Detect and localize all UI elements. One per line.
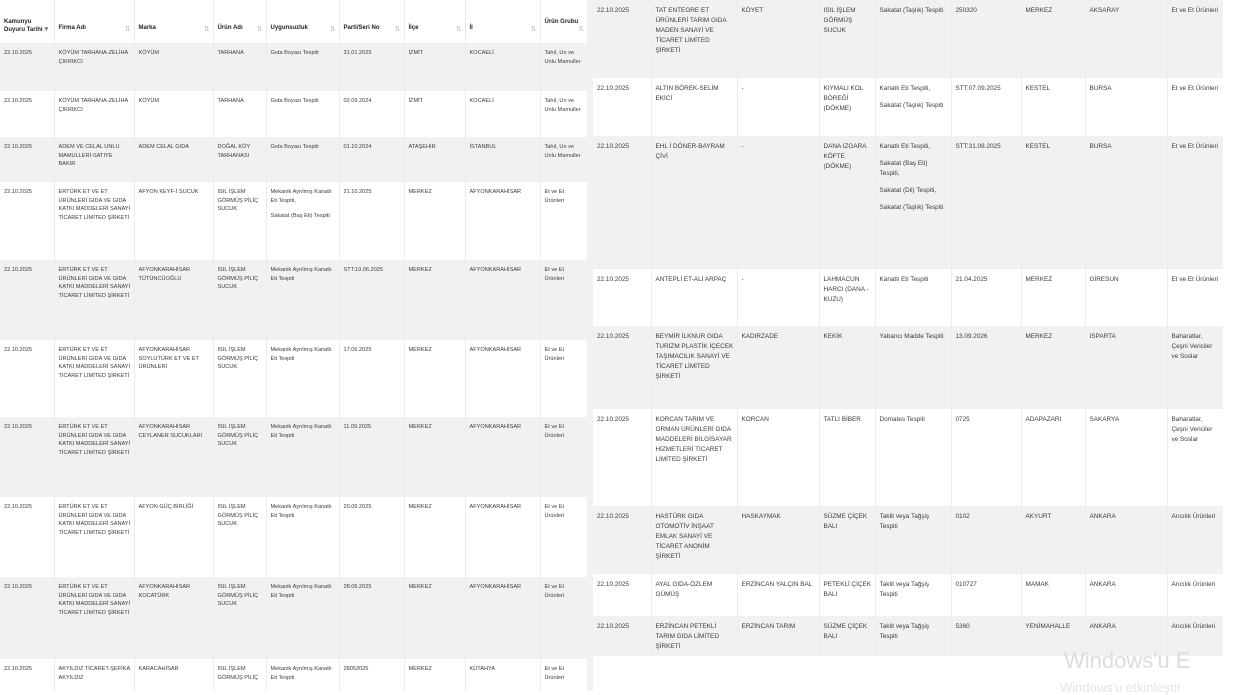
cell-grup: Arıcılık Ürünleri [1167,506,1223,574]
col-header-ilce[interactable]: İlçe ⇅ [404,0,465,43]
cell-urun: KEKİK [819,326,875,409]
cell-uygunsuzluk [875,409,951,506]
col-header-parti[interactable]: Parti/Seri No ⇅ [339,0,404,43]
cell-ilce: YENİMAHALLE [1021,616,1085,656]
cell-grup: Baharatlar, Çeşni Vericiler ve Soslar [1167,409,1223,506]
cell-grup: Tahıl, Un ve Unlu Mamuller [540,43,587,91]
cell-date: 22.10.2025 [0,659,54,691]
table-row [0,417,587,497]
sort-icon[interactable]: ⇅ [455,26,462,33]
cell-firma: ERTÜRK ET VE ET ÜRÜNLERİ GIDA VE GIDA KATKI MADDELERİ SANAYİ TİCARET LİMİTED ŞİRKETİ [54,182,134,260]
cell-uygunsuzluk [266,659,339,691]
cell-ilce: AKYURT [1021,506,1085,574]
cell-date: 22.10.2025 [593,506,651,574]
col-header-firma[interactable]: Firma Adı ⇅ [54,0,134,43]
table-row [0,137,587,182]
nonconformity-item: Mekanik Ayrılmış Kanatlı Eti Tespiti [270,584,332,599]
cell-date: 22.10.2025 [0,91,54,137]
cell-ilce: MERKEZ [404,497,465,577]
cell-marka: KORCAN [737,409,819,506]
nonconformity-item: Mekanik Ayrılmış Kanatlı Eti Tespiti, [270,189,332,204]
nonconformity-item: Gıda Boyası Tespiti [270,144,319,150]
table-row [593,409,1223,506]
table-row [0,260,587,340]
cell-uygunsuzluk [266,43,339,91]
table-row [593,326,1223,409]
cell-parti: STT:07.09.2025 [951,78,1021,136]
cell-grup: Et ve Et Ürünleri [540,182,587,260]
cell-urun: ISIL İŞLEM GÖRMÜŞ PİLİÇ SUCUK [213,182,266,260]
cell-il: İSTANBUL [465,137,540,182]
nonconformity-item: Mekanik Ayrılmış Kanatlı Eti Tespiti [270,347,332,362]
cell-ilce: KESTEL [1021,78,1085,136]
cell-parti: 11.09.2025 [339,417,404,497]
nonconformity-item: Kanatlı Eti Tespiti, [879,85,931,92]
cell-date: 22.10.2025 [593,616,651,656]
cell-firma: ERTÜRK ET VE ET ÜRÜNLERİ GIDA VE GIDA KATKI MADDELERİ SANAYİ TİCARET LİMİTED ŞİRKETİ [54,340,134,417]
cell-ilce: MERKEZ [404,417,465,497]
cell-parti: 13.09.2026 [951,326,1021,409]
right-table-panel [593,0,1233,691]
cell-firma: AYAL GIDA-ÖZLEM GÜMÜŞ [651,574,737,616]
cell-urun: ISIL İŞLEM GÖRMÜŞ SUCUK [819,0,875,78]
cell-parti: 28052025 [339,659,404,691]
cell-parti: 28.06.2025 [339,577,404,659]
windows-activation-subtext: Windows'u etkinleştir [1060,680,1181,695]
nonconformity-item: Mekanik Ayrılmış Kanatlı Eti Tespiti [270,424,332,439]
cell-uygunsuzluk [266,577,339,659]
sort-icon[interactable]: ⇅ [578,26,584,33]
table-row [593,0,1223,78]
nonconformity-item: Sakatat (Dil) Tespiti, [879,186,937,194]
cell-ilce: MERKEZ [404,340,465,417]
cell-urun: SÜZME ÇİÇEK BALI [819,616,875,656]
cell-urun: PETEKLİ ÇİÇEK BALI [819,574,875,616]
cell-il: AFYONKARAHİSAR [465,417,540,497]
cell-il: GİRESUN [1085,269,1167,326]
cell-il: AFYONKARAHİSAR [465,182,540,260]
cell-marka: KÖYET [737,0,819,78]
table-row [0,43,587,91]
cell-ilce: MERKEZ [1021,269,1085,326]
cell-firma: ADEM VE CELAL UNLU MAMULLERİ-SATIYE BAKIR [54,137,134,182]
nonconformity-item: Kanatlı Eti Tespiti [879,276,929,283]
cell-uygunsuzluk [875,574,951,616]
col-header-marka[interactable]: Marka ⇅ [134,0,213,43]
cell-ilce: İZMİT [404,91,465,137]
cell-parti: 250320 [951,0,1021,78]
table-row [593,136,1223,269]
cell-grup: Tahıl, Un ve Unlu Mamuller [540,91,587,137]
cell-parti: 21.10.2025 [339,182,404,260]
cell-uygunsuzluk [875,136,951,269]
cell-parti: 31.01.2025 [339,43,404,91]
cell-uygunsuzluk [875,506,951,574]
cell-firma: ERTÜRK ET VE ET ÜRÜNLERİ GIDA VE GIDA KATKI MADDELERİ SANAYİ TİCARET LİMİTED ŞİRKETİ [54,260,134,340]
sort-down-icon[interactable]: ▾ [44,26,49,33]
cell-firma: KÖYÜM TARHANA-ZELİHA ÇIKRIKCI [54,91,134,137]
cell-date: 22.10.2025 [0,577,54,659]
cell-grup: Arıcılık Ürünleri [1167,574,1223,616]
cell-uygunsuzluk [266,497,339,577]
cell-ilce: ADAPAZARI [1021,409,1085,506]
cell-il: ANKARA [1085,616,1167,656]
cell-urun: DANA IZGARA KÖFTE (DÖKME) [819,136,875,269]
cell-firma: ANTEPLİ ET-ALİ ARPAÇ [651,269,737,326]
cell-urun: TARHANA [213,43,266,91]
cell-parti: STT:31.08.2025 [951,136,1021,269]
cell-grup: Baharatlar, Çeşni Vericiler ve Soslar [1167,326,1223,409]
cell-date: 22.10.2025 [593,409,651,506]
cell-firma: ALTIN BÖREK-SELİM EKİCİ [651,78,737,136]
cell-marka: KARACAHİSAR [134,659,213,691]
cell-ilce: MERKEZ [404,260,465,340]
cell-date: 22.10.2025 [593,269,651,326]
cell-marka: AFYON KEYF-İ SUCUK [134,182,213,260]
cell-il: ANKARA [1085,574,1167,616]
cell-ilce: İZMİT [404,43,465,91]
cell-firma: ERZİNCAN PETEKLİ TARIM GIDA LİMİTED ŞİRKETİ [651,616,737,656]
cell-firma: EHL İ DÖNER-BAYRAM ÇİVİ [651,136,737,269]
cell-uygunsuzluk [266,182,339,260]
nonconformity-item: Mekanik Ayrılmış Kanatlı Eti Tespiti [270,267,332,282]
sort-icon[interactable]: ⇅ [394,26,401,33]
cell-uygunsuzluk [266,260,339,340]
cell-grup: Et ve Et Ürünleri [1167,78,1223,136]
cell-il: KOCAELİ [465,43,540,91]
cell-ilce: ATAŞEHİR [404,137,465,182]
cell-il: ANKARA [1085,506,1167,574]
cell-urun: ISIL İŞLEM GÖRMÜŞ PİLİÇ SUCUK [213,260,266,340]
cell-uygunsuzluk [875,0,951,78]
cell-urun: ISIL İŞLEM GÖRMÜŞ PİLİÇ [213,659,266,691]
col-header-uygunsuzluk[interactable]: Uygunsuzluk ⇅ [266,0,339,43]
cell-grup: Et ve Et Ürünleri [540,417,587,497]
table-row [0,91,587,137]
nonconformity-item: Sakatat (Taşlık) Tespiti [879,7,944,14]
cell-il: AFYONKARAHİSAR [465,340,540,417]
nonconformity-item: Sakatat (Taşlık) Tespiti [879,101,944,109]
table-row [0,497,587,577]
cell-grup: Et ve Et Ürünleri [1167,136,1223,269]
nonconformity-item: Taklit veya Tağşiş Tespiti [879,623,930,640]
cell-ilce: KESTEL [1021,136,1085,269]
cell-uygunsuzluk [266,91,339,137]
right-results-table [593,0,1223,656]
cell-il: SAKARYA [1085,409,1167,506]
sort-icon[interactable]: ⇅ [329,26,336,33]
cell-firma: KORCAN TARIM VE ORMAN ÜRÜNLERİ GIDA MADDELERİ BİLGİSAYAR HİZMETLERİ TİCARET LİMİTED ŞİRKETİ [651,409,737,506]
cell-grup: Et ve Et Ürünleri [540,260,587,340]
table-row [0,577,587,659]
cell-urun: KIYMALI KOL BÖREĞİ (DÖKME) [819,78,875,136]
cell-parti: STT:19.06.2025 [339,260,404,340]
cell-marka: AFYONKARAHİSAR KOCATÜRK [134,577,213,659]
cell-grup: Tahıl, Un ve Unlu Mamuller [540,137,587,182]
cell-parti: 0725 [951,409,1021,506]
cell-firma: ERTÜRK ET VE ET ÜRÜNLERİ GIDA VE GIDA KATKI MADDELERİ SANAYİ TİCARET LİMİTED ŞİRKETİ [54,497,134,577]
nonconformity-item: Mekanik Ayrılmış Kanatlı Eti Tespiti [270,504,332,519]
cell-marka: KÖYÜM [134,91,213,137]
cell-parti: 21.04.2025 [951,269,1021,326]
table-row [593,506,1223,574]
cell-uygunsuzluk [266,137,339,182]
cell-urun: ISIL İŞLEM GÖRMÜŞ PİLİÇ SUCUK [213,340,266,417]
cell-date: 22.10.2025 [0,417,54,497]
table-row [593,574,1223,616]
cell-date: 22.10.2025 [0,182,54,260]
cell-uygunsuzluk [266,417,339,497]
cell-il: ISPARTA [1085,326,1167,409]
nonconformity-item: Yabancı Madde Tespiti [879,333,944,340]
table-row [0,659,587,691]
cell-parti: 0102 [951,506,1021,574]
cell-grup: Et ve Et Ürünleri [1167,269,1223,326]
sort-icon[interactable]: ⇅ [203,26,210,33]
cell-marka: - [737,136,819,269]
cell-grup: Et ve Et Ürünleri [540,577,587,659]
sort-icon[interactable]: ⇅ [530,26,537,33]
cell-date: 22.10.2025 [593,136,651,269]
left-results-table [0,0,587,691]
cell-date: 22.10.2025 [0,260,54,340]
cell-urun: TATLI BİBER [819,409,875,506]
cell-il: KOCAELİ [465,91,540,137]
table-row [593,269,1223,326]
cell-firma: HASTÜRK GIDA OTOMOTİV İNŞAAT EMLAK SANAYİ VE TİCARET ANONİM ŞİRKETİ [651,506,737,574]
table-row [0,182,587,260]
cell-urun: ISIL İŞLEM GÖRMÜŞ PİLİÇ SUCUK [213,497,266,577]
cell-ilce: MERKEZ [1021,0,1085,78]
cell-urun: SÜZME ÇİÇEK BALI [819,506,875,574]
nonconformity-item: Taklit veya Tağşiş Tespiti [879,581,930,598]
cell-firma: ERTÜRK ET VE ET ÜRÜNLERİ GIDA VE GIDA KATKI MADDELERİ SANAYİ TİCARET LİMİTED ŞİRKETİ [54,577,134,659]
cell-firma: AKYILDIZ TİCARET-ŞEFİKA AKYILDIZ [54,659,134,691]
cell-ilce: MERKEZ [1021,326,1085,409]
cell-uygunsuzluk [875,269,951,326]
cell-firma: KÖYÜM TARHANA-ZELİHA ÇIKRIKCI [54,43,134,91]
cell-grup: Arıcılık Ürünleri [1167,616,1223,656]
cell-parti: 5360 [951,616,1021,656]
table-row [0,340,587,417]
nonconformity-item: Gıda Boyası Tespiti [270,50,319,56]
cell-marka: AFYONKARAHİSAR SOYLUTÜRK ET VE ET ÜRÜNLERİ [134,340,213,417]
cell-grup: Et ve Et Ürünleri [540,659,587,691]
cell-marka: - [737,78,819,136]
cell-date: 22.10.2025 [0,340,54,417]
cell-urun: LAHMACUN HARCI (DANA - KUZU) [819,269,875,326]
cell-date: 22.10.2025 [593,326,651,409]
cell-firma: BEYMİR İLKNUR GIDA TURİZM PLASTİK İÇECEK TAŞIMACILIK SANAYİ VE TİCARET LİMİTED ŞİRKETİ [651,326,737,409]
col-header-date[interactable]: Kamunyu Duyuru Tarihi ▾ [4,19,49,33]
cell-il: AKSARAY [1085,0,1167,78]
cell-il: BURSA [1085,78,1167,136]
cell-ilce: MERKEZ [404,182,465,260]
cell-date: 22.10.2025 [0,497,54,577]
nonconformity-item: Taklit veya Tağşiş Tespiti [879,513,930,530]
cell-parti: 010727 [951,574,1021,616]
left-table-panel [0,0,587,691]
cell-il: AFYONKARAHİSAR [465,497,540,577]
cell-marka: KÖYÜM [134,43,213,91]
nonconformity-item: Sakatat (Baş Eti) Tespiti, [879,159,928,177]
cell-parti: 02.09.2024 [339,91,404,137]
cell-parti: 17.06.2025 [339,340,404,417]
sort-icon[interactable]: ⇅ [256,26,263,33]
nonconformity-item: Gıda Boyası Tespiti [270,98,319,104]
cell-uygunsuzluk [875,78,951,136]
nonconformity-item: Sakatat (Baş Eti) Tespiti [270,213,330,220]
sort-icon[interactable]: ⇅ [124,26,131,33]
cell-il: AFYONKARAHİSAR [465,260,540,340]
cell-urun: ISIL İŞLEM GÖRMÜŞ PİLİÇ SUCUK [213,577,266,659]
cell-marka: - [737,269,819,326]
col-header-il[interactable]: İl ⇅ [465,0,540,43]
cell-parti: 01.10.2024 [339,137,404,182]
cell-il: AFYONKARAHİSAR [465,577,540,659]
table-header-row [0,0,587,43]
table-row [593,616,1223,656]
cell-uygunsuzluk [266,340,339,417]
cell-marka: ADEM CELAL GIDA [134,137,213,182]
nonconformity-item: Domates Tespiti [879,416,925,423]
cell-firma: ERTÜRK ET VE ET ÜRÜNLERİ GIDA VE GIDA KATKI MADDELERİ SANAYİ TİCARET LİMİTED ŞİRKETİ [54,417,134,497]
cell-urun: ISIL İŞLEM GÖRMÜŞ PİLİÇ SUCUK [213,417,266,497]
cell-ilce: MERKEZ [404,577,465,659]
nonconformity-item: Sakatat (Taşlık) Tespiti [879,203,944,211]
cell-date: 22.10.2025 [593,78,651,136]
cell-marka: AFYONKARAHİSAR CEYLANER SUCUKLARI [134,417,213,497]
cell-marka: AFYON GÜÇ BİRLİĞİ [134,497,213,577]
table-row [593,78,1223,136]
col-header-grup[interactable]: Ürün Grubu ⇅ [540,0,587,43]
cell-marka: ERZİNCAN TARIM [737,616,819,656]
cell-parti: 20.06.2025 [339,497,404,577]
cell-marka: KADIRZADE [737,326,819,409]
cell-urun: TARHANA [213,91,266,137]
nonconformity-item: Mekanik Ayrılmış Kanatlı Eti Tespiti [270,666,332,681]
cell-uygunsuzluk [875,616,951,656]
cell-ilce: MAMAK [1021,574,1085,616]
nonconformity-item: Kanatlı Eti Tespiti, [879,143,931,150]
cell-marka: AFYONKARAHİSAR TÜTÜNCÜOĞLU [134,260,213,340]
cell-urun: DOĞAL KÖY TARHANASI [213,137,266,182]
cell-ilce: MERKEZ [404,659,465,691]
cell-marka: ERZİNCAN YALÇIN BAL [737,574,819,616]
cell-date: 22.10.2025 [0,137,54,182]
col-header-urun[interactable]: Ürün Adı ⇅ [213,0,266,43]
cell-date: 22.10.2025 [0,43,54,91]
cell-date: 22.10.2025 [593,0,651,78]
cell-grup: Et ve Et Ürünleri [1167,0,1223,78]
cell-marka: HASKAYMAK [737,506,819,574]
cell-il: BURSA [1085,136,1167,269]
cell-grup: Et ve Et Ürünleri [540,340,587,417]
windows-activation-watermark: Windows'u E [1064,648,1191,673]
cell-grup: Et ve Et Ürünleri [540,497,587,577]
cell-il: KÜTAHYA [465,659,540,691]
cell-uygunsuzluk [875,326,951,409]
cell-firma: TAT ENTEGRE ET ÜRÜNLERİ TARIM GIDA MADEN SANAYİ VE TİCARET LİMİTED ŞİRKETİ [651,0,737,78]
cell-date: 22.10.2025 [593,574,651,616]
